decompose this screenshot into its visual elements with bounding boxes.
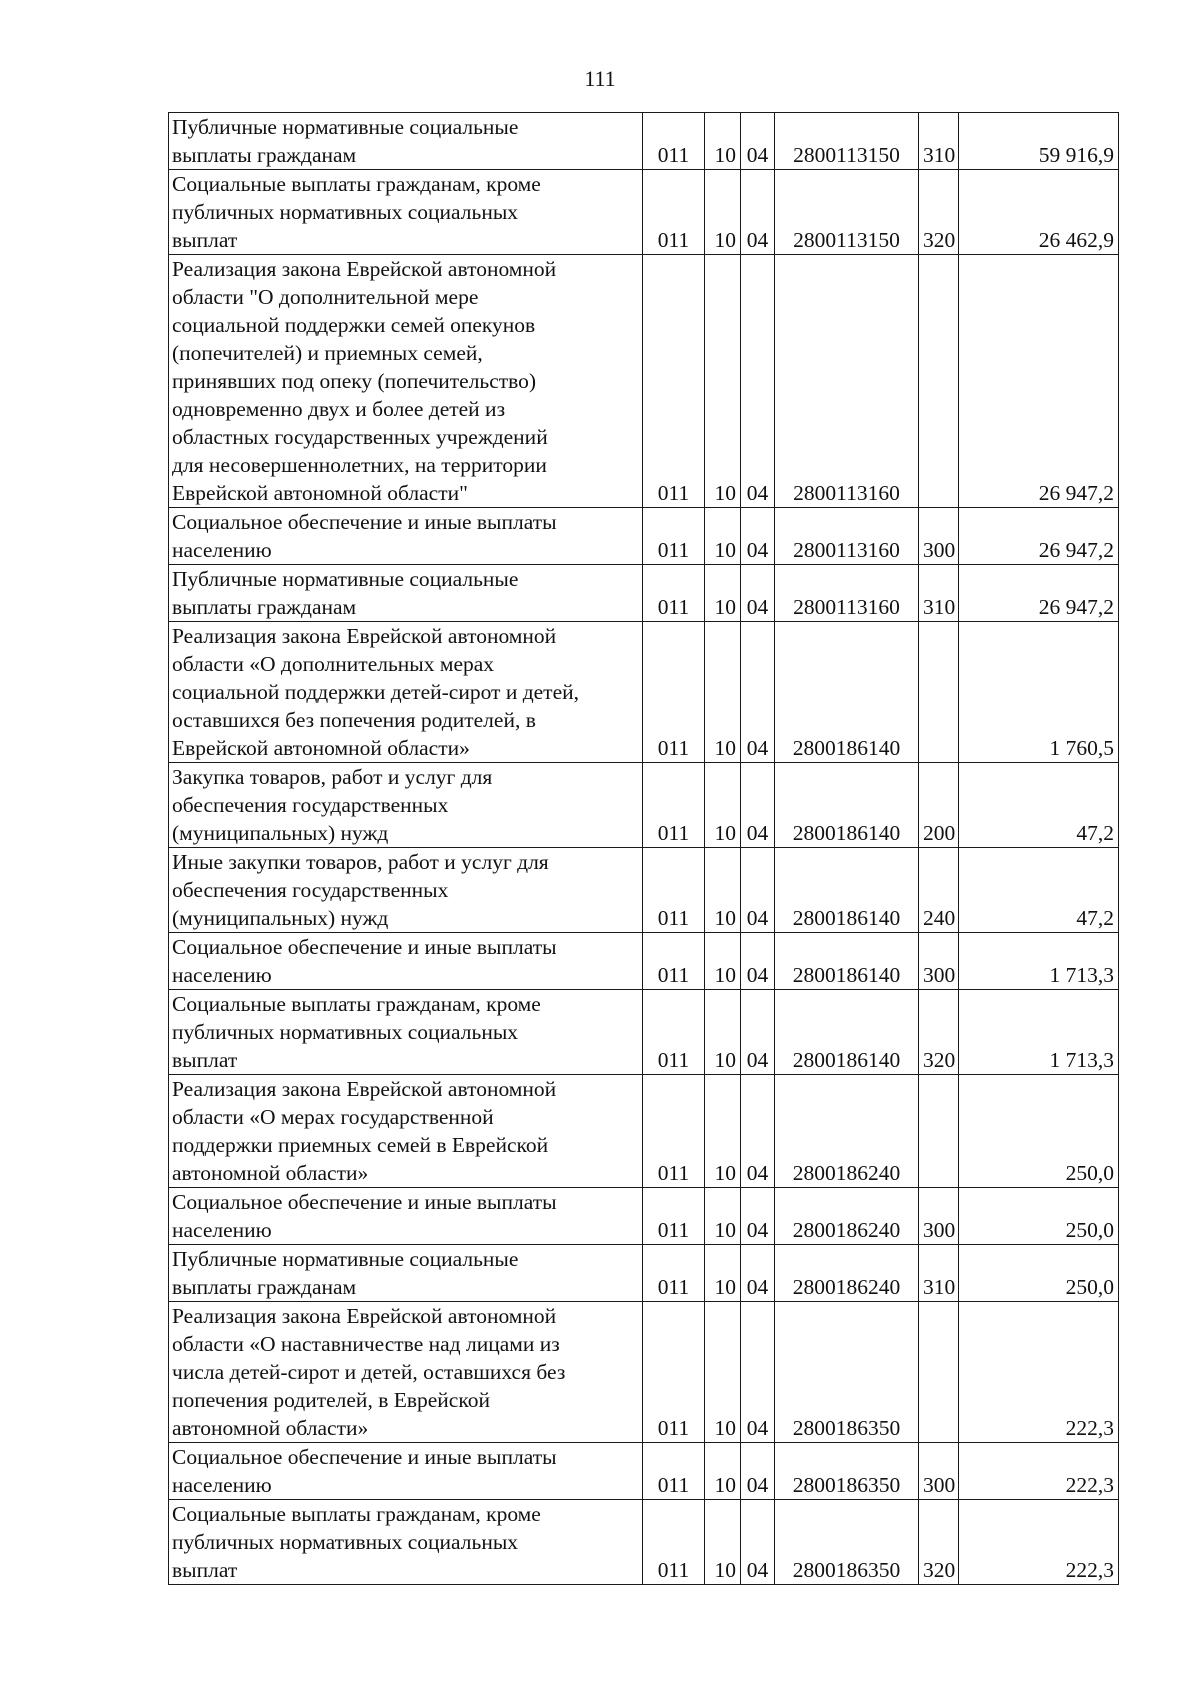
subsection-code-cell: 04 <box>741 170 775 255</box>
table-row <box>169 1302 1119 1443</box>
table-row <box>169 763 1119 848</box>
expense-name-cell: Публичные нормативные социальные выплаты гражданам <box>169 113 643 170</box>
ministry-code-cell: 011 <box>643 990 705 1075</box>
subsection-code-cell: 04 <box>741 508 775 565</box>
section-code-cell: 10 <box>705 1500 741 1585</box>
target-article-cell: 2800186140 <box>775 763 919 848</box>
expense-name-cell: Публичные нормативные социальные выплаты гражданам <box>169 565 643 622</box>
expense-type-cell: 300 <box>919 933 959 990</box>
expense-name-cell: Публичные нормативные социальные выплаты гражданам <box>169 1245 643 1302</box>
section-code-cell: 10 <box>705 1302 741 1443</box>
amount-cell: 222,3 <box>959 1302 1119 1443</box>
ministry-code-cell: 011 <box>643 508 705 565</box>
ministry-code-cell: 011 <box>643 1188 705 1245</box>
amount-cell: 26 947,2 <box>959 508 1119 565</box>
expense-type-cell: 320 <box>919 1500 959 1585</box>
ministry-code-cell: 011 <box>643 113 705 170</box>
table-row <box>169 933 1119 990</box>
table-row <box>169 990 1119 1075</box>
expense-name-cell: Социальные выплаты гражданам, кроме публичных нормативных социальных выплат <box>169 170 643 255</box>
expense-type-cell <box>919 255 959 508</box>
table-row <box>169 565 1119 622</box>
table-row <box>169 1443 1119 1500</box>
ministry-code-cell: 011 <box>643 1500 705 1585</box>
subsection-code-cell: 04 <box>741 1075 775 1188</box>
expense-name-cell: Реализация закона Еврейской автономной области «О наставничестве над лицами из числа детей-сирот и детей, оставшихся без попечения родителей, в Еврейской автономной области» <box>169 1302 643 1443</box>
section-code-cell: 10 <box>705 848 741 933</box>
expense-type-cell <box>919 1302 959 1443</box>
expense-name-cell: Социальное обеспечение и иные выплаты населению <box>169 1443 643 1500</box>
target-article-cell: 2800113160 <box>775 508 919 565</box>
subsection-code-cell: 04 <box>741 763 775 848</box>
subsection-code-cell: 04 <box>741 565 775 622</box>
expense-name-cell: Реализация закона Еврейской автономной области "О дополнительной мере социальной поддержки семей опекунов (попечителей) и приемных семей, принявших под опеку (попечительство) одновременно двух и более детей из областных государственных учреждений для несовершеннолетних, на территории Еврейской автономной области" <box>169 255 643 508</box>
ministry-code-cell: 011 <box>643 763 705 848</box>
ministry-code-cell: 011 <box>643 565 705 622</box>
ministry-code-cell: 011 <box>643 622 705 763</box>
table-row <box>169 622 1119 763</box>
expense-name-cell: Социальное обеспечение и иные выплаты населению <box>169 508 643 565</box>
expense-name-cell: Социальные выплаты гражданам, кроме публичных нормативных социальных выплат <box>169 990 643 1075</box>
subsection-code-cell: 04 <box>741 1500 775 1585</box>
expense-type-cell: 200 <box>919 763 959 848</box>
expense-name-cell: Социальные выплаты гражданам, кроме публичных нормативных социальных выплат <box>169 1500 643 1585</box>
amount-cell: 26 947,2 <box>959 565 1119 622</box>
amount-cell: 250,0 <box>959 1245 1119 1302</box>
expense-type-cell: 240 <box>919 848 959 933</box>
target-article-cell: 2800186140 <box>775 990 919 1075</box>
table-row <box>169 1188 1119 1245</box>
amount-cell: 250,0 <box>959 1188 1119 1245</box>
subsection-code-cell: 04 <box>741 1302 775 1443</box>
amount-cell: 250,0 <box>959 1075 1119 1188</box>
expense-name-cell: Социальное обеспечение и иные выплаты населению <box>169 933 643 990</box>
subsection-code-cell: 04 <box>741 848 775 933</box>
amount-cell: 1 713,3 <box>959 990 1119 1075</box>
ministry-code-cell: 011 <box>643 170 705 255</box>
subsection-code-cell: 04 <box>741 622 775 763</box>
amount-cell: 1 760,5 <box>959 622 1119 763</box>
table-row <box>169 1245 1119 1302</box>
subsection-code-cell: 04 <box>741 1245 775 1302</box>
target-article-cell: 2800186240 <box>775 1188 919 1245</box>
table-row <box>169 1500 1119 1585</box>
section-code-cell: 10 <box>705 990 741 1075</box>
target-article-cell: 2800186350 <box>775 1302 919 1443</box>
table-row <box>169 255 1119 508</box>
target-article-cell: 2800186140 <box>775 622 919 763</box>
section-code-cell: 10 <box>705 622 741 763</box>
ministry-code-cell: 011 <box>643 1302 705 1443</box>
expense-type-cell: 310 <box>919 565 959 622</box>
amount-cell: 47,2 <box>959 763 1119 848</box>
section-code-cell: 10 <box>705 763 741 848</box>
expense-type-cell <box>919 622 959 763</box>
ministry-code-cell: 011 <box>643 1075 705 1188</box>
table-body <box>169 113 1119 1585</box>
expense-type-cell: 320 <box>919 990 959 1075</box>
section-code-cell: 10 <box>705 1443 741 1500</box>
subsection-code-cell: 04 <box>741 933 775 990</box>
subsection-code-cell: 04 <box>741 113 775 170</box>
ministry-code-cell: 011 <box>643 848 705 933</box>
table-row <box>169 1075 1119 1188</box>
target-article-cell: 2800186350 <box>775 1443 919 1500</box>
budget-table <box>168 112 1119 1585</box>
amount-cell: 26 462,9 <box>959 170 1119 255</box>
target-article-cell: 2800113150 <box>775 113 919 170</box>
table-row <box>169 170 1119 255</box>
target-article-cell: 2800113160 <box>775 565 919 622</box>
section-code-cell: 10 <box>705 565 741 622</box>
target-article-cell: 2800113150 <box>775 170 919 255</box>
target-article-cell: 2800186140 <box>775 848 919 933</box>
target-article-cell: 2800186140 <box>775 933 919 990</box>
table-row <box>169 848 1119 933</box>
expense-type-cell: 300 <box>919 508 959 565</box>
expense-type-cell: 320 <box>919 170 959 255</box>
expense-name-cell: Иные закупки товаров, работ и услуг для обеспечения государственных (муниципальных) нужд <box>169 848 643 933</box>
target-article-cell: 2800186350 <box>775 1500 919 1585</box>
expense-type-cell: 300 <box>919 1188 959 1245</box>
expense-type-cell: 300 <box>919 1443 959 1500</box>
section-code-cell: 10 <box>705 1188 741 1245</box>
ministry-code-cell: 011 <box>643 1245 705 1302</box>
section-code-cell: 10 <box>705 1245 741 1302</box>
ministry-code-cell: 011 <box>643 1443 705 1500</box>
expense-name-cell: Социальное обеспечение и иные выплаты населению <box>169 1188 643 1245</box>
table-row <box>169 113 1119 170</box>
expense-name-cell: Реализация закона Еврейской автономной области «О дополнительных мерах социальной поддержки детей-сирот и детей, оставшихся без попечения родителей, в Еврейской автономной области» <box>169 622 643 763</box>
expense-type-cell <box>919 1075 959 1188</box>
section-code-cell: 10 <box>705 170 741 255</box>
section-code-cell: 10 <box>705 933 741 990</box>
page-number: 111 <box>584 66 616 91</box>
amount-cell: 26 947,2 <box>959 255 1119 508</box>
subsection-code-cell: 04 <box>741 1188 775 1245</box>
subsection-code-cell: 04 <box>741 1443 775 1500</box>
expense-name-cell: Реализация закона Еврейской автономной области «О мерах государственной поддержки приемных семей в Еврейской автономной области» <box>169 1075 643 1188</box>
target-article-cell: 2800186240 <box>775 1075 919 1188</box>
amount-cell: 59 916,9 <box>959 113 1119 170</box>
amount-cell: 1 713,3 <box>959 933 1119 990</box>
section-code-cell: 10 <box>705 508 741 565</box>
amount-cell: 222,3 <box>959 1500 1119 1585</box>
target-article-cell: 2800186240 <box>775 1245 919 1302</box>
section-code-cell: 10 <box>705 1075 741 1188</box>
table-row <box>169 508 1119 565</box>
ministry-code-cell: 011 <box>643 933 705 990</box>
section-code-cell: 10 <box>705 255 741 508</box>
ministry-code-cell: 011 <box>643 255 705 508</box>
expense-type-cell: 310 <box>919 1245 959 1302</box>
expense-name-cell: Закупка товаров, работ и услуг для обеспечения государственных (муниципальных) нужд <box>169 763 643 848</box>
section-code-cell: 10 <box>705 113 741 170</box>
expense-type-cell: 310 <box>919 113 959 170</box>
subsection-code-cell: 04 <box>741 990 775 1075</box>
amount-cell: 47,2 <box>959 848 1119 933</box>
target-article-cell: 2800113160 <box>775 255 919 508</box>
subsection-code-cell: 04 <box>741 255 775 508</box>
amount-cell: 222,3 <box>959 1443 1119 1500</box>
